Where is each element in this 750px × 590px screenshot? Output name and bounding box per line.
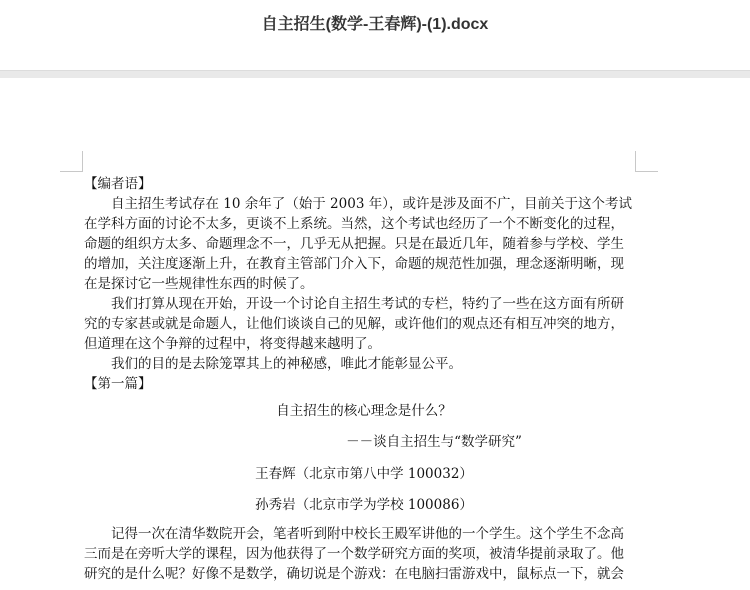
- paragraph-line: 的增加，关注度逐渐上升，在教育主管部门介入下，命题的规范性加强，理念逐渐明晰，现: [84, 256, 624, 272]
- paragraph-line: 但道理在这个争辩的过程中，将变得越来越明了。: [84, 336, 381, 352]
- author-line: 王春辉（北京市第八中学 100032）: [255, 466, 473, 482]
- paragraph-line: 记得一次在清华数院开会，笔者听到附中校长王殿军讲他的一个学生。这个学生不念高: [84, 526, 624, 542]
- editor-note-label: 【编者语】: [84, 176, 152, 192]
- article-title: 自主招生的核心理念是什么？: [276, 403, 452, 419]
- paragraph-line: 在是探讨它一些规律性东西的时候了。: [84, 276, 314, 292]
- margin-corner-top-left: [60, 151, 83, 172]
- paragraph-line: 三而是在旁听大学的课程，因为他获得了一个数学研究方面的奖项，被清华提前录取了。他: [84, 546, 624, 562]
- section-label: 【第一篇】: [84, 376, 152, 392]
- document-page: [0, 78, 750, 590]
- toolbar-area: [0, 44, 750, 70]
- paragraph-line: 研究的是什么呢？好像不是数学，确切说是个游戏：在电脑扫雷游戏中，鼠标点一下，就会: [84, 566, 624, 582]
- paragraph-line: 我们的目的是去除笼罩其上的神秘感，唯此才能彰显公平。: [84, 356, 462, 372]
- paragraph-line: 在学科方面的讨论不太多，更谈不上系统。当然，这个考试也经历了一个不断变化的过程，: [84, 216, 624, 232]
- title-bar: [0, 0, 750, 44]
- paragraph-line: 究的专家甚或就是命题人，让他们谈谈自己的见解，或许他们的观点还有相互冲突的地方，: [84, 316, 624, 332]
- paragraph-line: 我们打算从现在开始，开设一个讨论自主招生考试的专栏，特约了一些在这方面有所研: [84, 296, 624, 312]
- document-title: 自主招生(数学-王春辉)-(1).docx: [261, 15, 489, 33]
- paragraph-line: 自主招生考试存在 10 余年了（始于 2003 年），或许是涉及面不广，目前关于这个考试: [84, 196, 632, 212]
- paragraph-line: 命题的组织方太多、命题理念不一，几乎无从把握。只是在最近几年，随着参与学校、学生: [84, 236, 624, 252]
- margin-corner-top-right: [635, 151, 658, 172]
- article-subtitle: －－谈自主招生与“数学研究”: [346, 434, 522, 450]
- author-line: 孙秀岩（北京市学为学校 100086）: [255, 497, 473, 513]
